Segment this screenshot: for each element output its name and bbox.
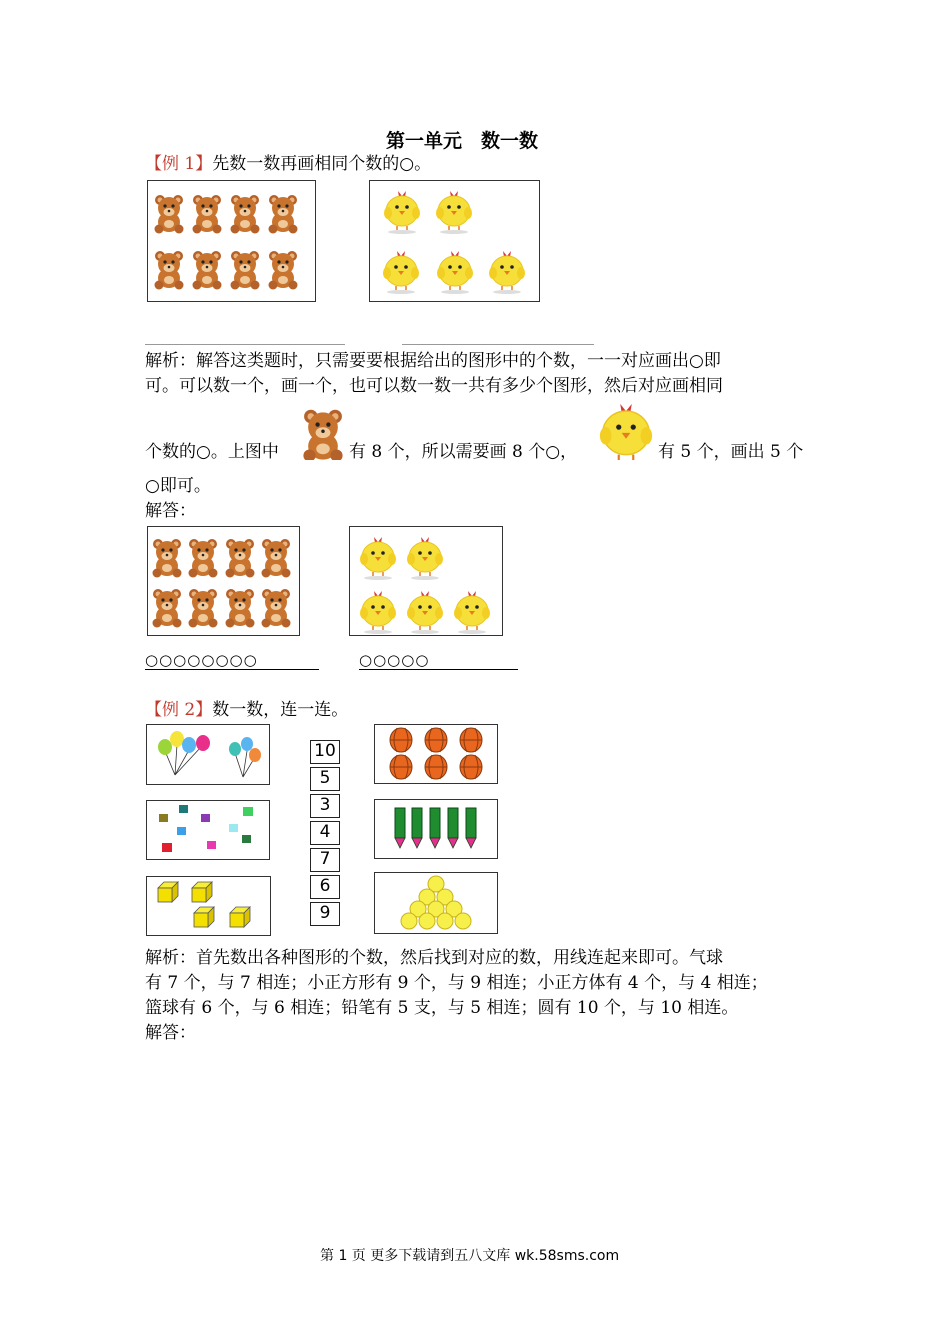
circles-box[interactable] xyxy=(374,872,498,934)
example-1-analysis-line-3b: 有 8 个，所以需要画 8 个○， xyxy=(349,442,578,462)
number-box-6[interactable]: 6 xyxy=(310,875,340,899)
example-1-analysis-line-3c: 有 5 个，画出 5 个 xyxy=(658,442,804,462)
example-1-prompt: 先数一数再画相同个数的○。 xyxy=(212,154,432,174)
inline-bear-icon xyxy=(296,400,350,460)
example-2-answer-label: 解答： xyxy=(145,1023,196,1043)
pencils-box[interactable] xyxy=(374,799,498,859)
pencils-illustration xyxy=(375,800,496,857)
bear-answer-illustration xyxy=(148,527,298,634)
page-title: 第一单元 数一数 xyxy=(386,130,539,152)
bear-answer-box xyxy=(147,526,300,636)
example-1-analysis-line-1: 解析：解答这类题时，只需要要根据给出的图形中的个数，一一对应画出○即 xyxy=(145,351,721,371)
example-1-heading xyxy=(145,152,431,177)
bear-answer-blank[interactable] xyxy=(145,344,345,345)
example-2-analysis-line-1: 解析：首先数出各种图形的个数，然后找到对应的数，用线连起来即可。气球 xyxy=(145,948,723,968)
example-1-answer-label: 解答： xyxy=(145,501,196,521)
basketballs-illustration xyxy=(375,725,496,782)
example-2-prompt: 数一数，连一连。 xyxy=(212,700,349,720)
example-2-analysis-line-2: 有 7 个，与 7 相连；小正方形有 9 个，与 9 相连；小正方体有 4 个，与 4 相连； xyxy=(145,973,768,993)
page-footer: 第 1 页 更多下载请到五八文库 wk.58sms.com xyxy=(320,1248,620,1264)
balloons-illustration xyxy=(147,725,268,783)
squares-box[interactable] xyxy=(146,800,270,860)
squares-illustration xyxy=(147,801,268,858)
bear-circle-answer: ○○○○○○○○ xyxy=(145,651,319,670)
number-box-9[interactable]: 9 xyxy=(310,902,340,926)
chick-answer-box xyxy=(349,526,503,636)
example-2-analysis-line-3: 篮球有 6 个，与 6 相连；铅笔有 5 支，与 5 相连；圆有 10 个，与 10 相连。 xyxy=(145,998,739,1018)
example-1-analysis-line-4: ○即可。 xyxy=(145,476,211,496)
inline-chick-icon xyxy=(596,400,656,460)
chick-illustration xyxy=(370,181,538,300)
number-box-7[interactable]: 7 xyxy=(310,848,340,872)
number-box-5[interactable]: 5 xyxy=(310,767,340,791)
circles-illustration xyxy=(375,873,496,932)
example-2-heading xyxy=(145,698,348,723)
number-box-3[interactable]: 3 xyxy=(310,794,340,818)
example-1-analysis-line-2: 可。可以数一个，画一个，也可以数一数一共有多少个图形，然后对应画相同 xyxy=(145,376,723,396)
chick-picture-box xyxy=(369,180,540,302)
chick-answer-blank[interactable] xyxy=(402,344,594,345)
balloons-box[interactable] xyxy=(146,724,270,785)
example-2-label: 【例 2】 xyxy=(145,700,213,720)
number-box-10[interactable]: 10 xyxy=(310,740,340,764)
number-box-4[interactable]: 4 xyxy=(310,821,340,845)
example-1-analysis-line-3a: 个数的○。上图中 xyxy=(145,442,279,462)
basketballs-box[interactable] xyxy=(374,724,498,784)
cubes-box[interactable] xyxy=(146,876,271,936)
bear-illustration xyxy=(148,181,314,300)
chick-circle-answer: ○○○○○ xyxy=(359,651,518,670)
cubes-illustration xyxy=(147,877,269,934)
chick-answer-illustration xyxy=(350,527,501,634)
bear-picture-box xyxy=(147,180,316,302)
example-1-label: 【例 1】 xyxy=(145,154,213,174)
